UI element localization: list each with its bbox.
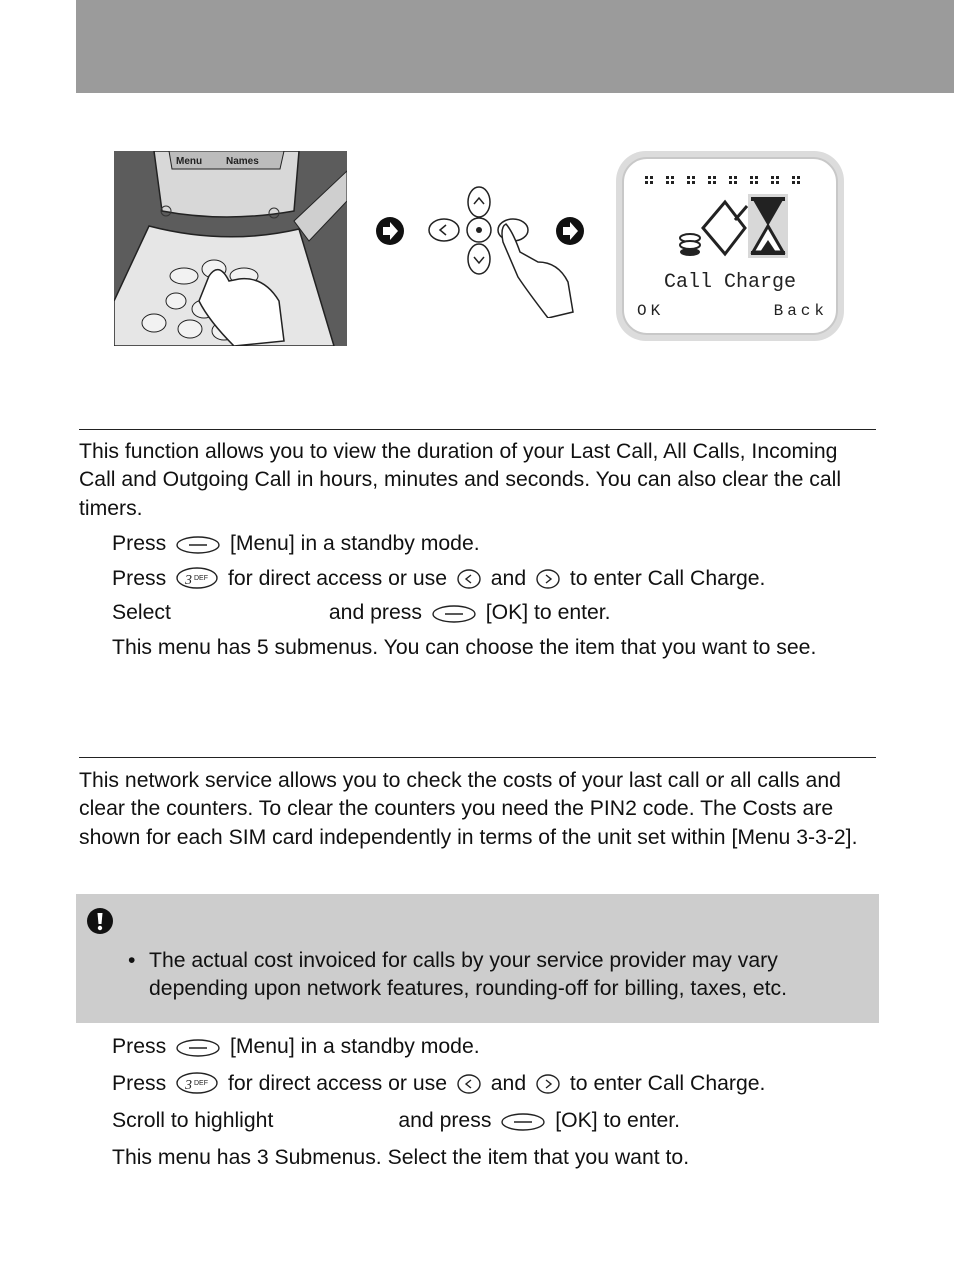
menu-soft-key-icon — [175, 535, 221, 555]
section-divider — [79, 429, 876, 430]
right-key-icon — [535, 568, 561, 590]
ok-soft-key-icon — [431, 604, 477, 624]
ok-soft-key-icon — [500, 1112, 546, 1132]
back-soft-label: Back — [773, 302, 828, 320]
arrow-right-icon — [555, 216, 585, 246]
menu-soft-key-icon — [175, 1038, 221, 1058]
call-time-intro: This function allows you to view the duration of your Last Call, All Calls, Incoming Call and Outgoing Call in hours, minutes and seconds. You can also clear the call timers. — [79, 440, 842, 520]
header-band — [76, 0, 954, 93]
menu-key-label: Menu — [176, 156, 203, 167]
right-key-icon — [535, 1073, 561, 1095]
ok-soft-label: OK — [637, 302, 665, 320]
call-time-step-2: Press 3 DEF for direct access or use and to enter Call Charge. — [112, 567, 766, 590]
call-cost-step-4: This menu has 3 Submenus. Select the item that you want to. — [112, 1146, 690, 1169]
arrow-right-icon — [375, 216, 405, 246]
call-time-step-4: This menu has 5 submenus. You can choose the item that you want to see. — [112, 636, 817, 659]
note-item — [128, 947, 868, 1004]
call-time-step-3: Select and press [OK] to enter. — [112, 601, 611, 624]
svg-text:DEF: DEF — [194, 575, 209, 582]
call-cost-step-1: Press [Menu] in a standby mode. — [112, 1035, 480, 1058]
left-key-icon — [456, 1073, 482, 1095]
key-3-icon — [175, 1071, 219, 1095]
svg-text:3: 3 — [185, 1078, 193, 1093]
note-text: The actual cost invoiced for calls by your service provider may vary depending upon network features, rounding-off for billing, taxes, etc. — [149, 949, 787, 1001]
svg-text:DEF: DEF — [194, 1080, 209, 1087]
note-box — [76, 894, 879, 1023]
caution-icon — [86, 907, 114, 935]
phone-keypad-illustration — [114, 151, 347, 346]
call-time-step-1: Press [Menu] in a standby mode. — [112, 532, 480, 555]
phone-display — [615, 150, 845, 342]
key-3-icon — [175, 566, 219, 590]
bullet: • — [128, 949, 136, 972]
left-key-icon — [456, 568, 482, 590]
section-divider — [79, 757, 876, 758]
names-key-label: Names — [226, 156, 259, 167]
call-cost-step-3: Scroll to highlight and press [OK] to enter. — [112, 1109, 681, 1132]
display-title: Call Charge — [663, 271, 797, 294]
call-cost-step-2: Press 3 DEF for direct access or use and to enter Call Charge. — [112, 1072, 766, 1095]
call-charge-icon — [675, 192, 788, 262]
svg-text:3: 3 — [185, 573, 193, 588]
call-cost-intro: This network service allows you to check the costs of your last call or all calls and clear the counters. To clear the counters you need the PIN2 code. The Costs are shown for each SIM card independently in terms of the unit set within [Menu 3-3-2]. — [79, 769, 858, 849]
navigation-key-illustration — [428, 182, 588, 318]
